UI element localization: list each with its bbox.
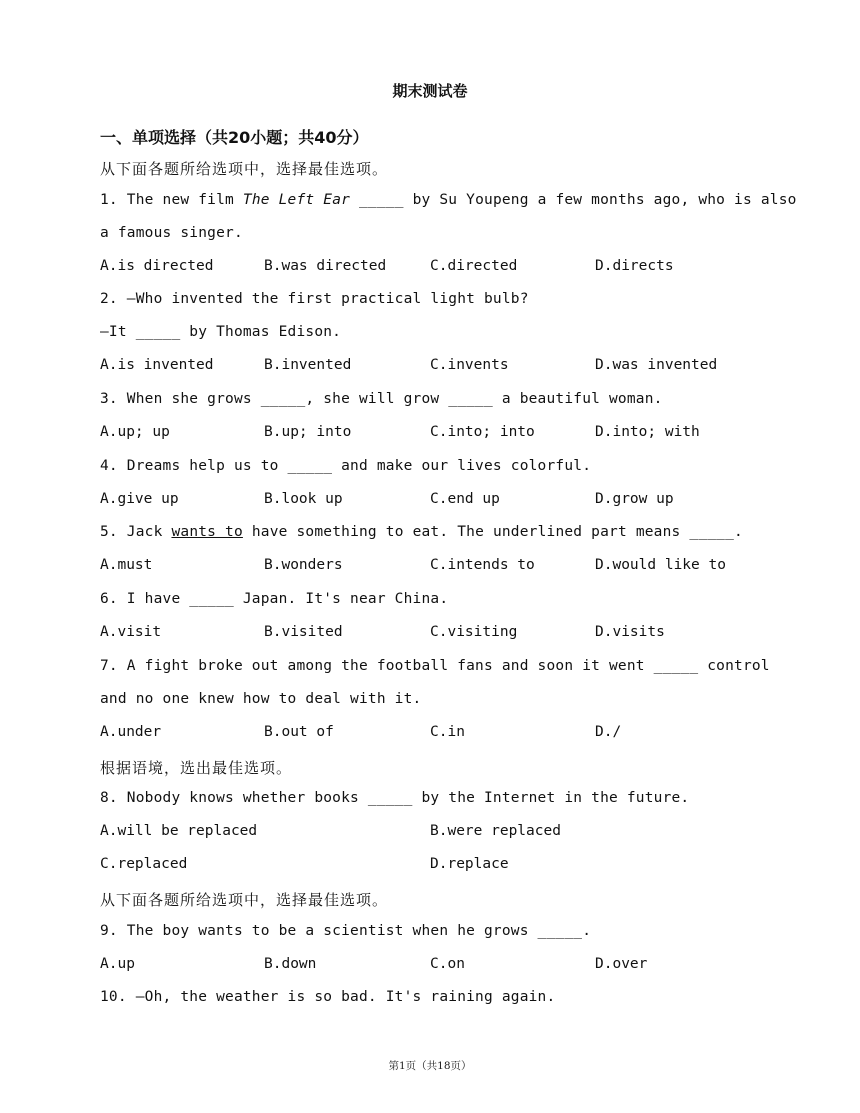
question-2-answer-line: —It _____ by Thomas Edison. bbox=[100, 324, 342, 340]
section-heading: 一、单项选择（共20小题；共40分） bbox=[100, 128, 369, 147]
question-2: 2. —Who invented the first practical light bulb? bbox=[100, 291, 529, 307]
option-b: B.visited bbox=[264, 624, 343, 640]
option-c: C.invents bbox=[430, 357, 509, 373]
page-title: 期末测试卷 bbox=[392, 82, 468, 100]
option-c: C.on bbox=[430, 956, 465, 972]
option-b: B.were replaced bbox=[430, 823, 561, 839]
option-b: B.look up bbox=[264, 491, 343, 507]
question-6: 6. I have _____ Japan. It's near China. bbox=[100, 591, 449, 607]
instruction-1: 从下面各题所给选项中，选择最佳选项。 bbox=[100, 160, 389, 178]
option-a: A.visit bbox=[100, 624, 162, 640]
option-a: A.must bbox=[100, 557, 153, 573]
option-c: C.end up bbox=[430, 491, 500, 507]
option-c: C.visiting bbox=[430, 624, 518, 640]
option-a: A.is invented bbox=[100, 357, 214, 373]
option-c: C.intends to bbox=[430, 557, 535, 573]
option-a: A.up bbox=[100, 956, 135, 972]
option-d: D.into; with bbox=[595, 424, 700, 440]
question-5: 5. Jack wants to have something to eat. The underlined part means _____. bbox=[100, 524, 743, 540]
question-7-continued: and no one knew how to deal with it. bbox=[100, 691, 422, 707]
option-c: C.directed bbox=[430, 258, 518, 274]
option-d: D.grow up bbox=[595, 491, 674, 507]
question-10: 10. —Oh, the weather is so bad. It's raining again. bbox=[100, 989, 556, 1005]
question-3: 3. When she grows _____, she will grow _____ a beautiful woman. bbox=[100, 391, 663, 407]
option-b: B.was directed bbox=[264, 258, 387, 274]
option-a: A.under bbox=[100, 724, 162, 740]
question-1: 1. The new film The Left Ear _____ by Su Youpeng a few months ago, who is also bbox=[100, 192, 797, 208]
option-a: A.give up bbox=[100, 491, 179, 507]
option-c: C.replaced bbox=[100, 856, 188, 872]
option-d: D.replace bbox=[430, 856, 509, 872]
option-d: D.would like to bbox=[595, 557, 726, 573]
question-7: 7. A fight broke out among the football fans and soon it went _____ control bbox=[100, 658, 770, 674]
option-b: B.invented bbox=[264, 357, 352, 373]
option-d: D.visits bbox=[595, 624, 665, 640]
option-d: D.directs bbox=[595, 258, 674, 274]
question-8: 8. Nobody knows whether books _____ by the Internet in the future. bbox=[100, 790, 690, 806]
option-b: B.down bbox=[264, 956, 317, 972]
option-c: C.into; into bbox=[430, 424, 535, 440]
page-footer: 第1页（共18页） bbox=[388, 1060, 472, 1072]
option-d: D.was invented bbox=[595, 357, 718, 373]
question-1-continued: a famous singer. bbox=[100, 225, 243, 241]
underlined-phrase: wants to bbox=[171, 524, 243, 540]
instruction-3: 从下面各题所给选项中，选择最佳选项。 bbox=[100, 891, 389, 909]
option-a: A.is directed bbox=[100, 258, 214, 274]
option-b: B.out of bbox=[264, 724, 334, 740]
option-c: C.in bbox=[430, 724, 465, 740]
option-b: B.up; into bbox=[264, 424, 352, 440]
option-a: A.up; up bbox=[100, 424, 170, 440]
option-a: A.will be replaced bbox=[100, 823, 258, 839]
question-9: 9. The boy wants to be a scientist when he grows _____. bbox=[100, 923, 592, 939]
instruction-2: 根据语境，选出最佳选项。 bbox=[100, 759, 293, 777]
option-d: D.over bbox=[595, 956, 648, 972]
film-title: The Left Ear bbox=[242, 192, 351, 208]
question-4: 4. Dreams help us to _____ and make our lives colorful. bbox=[100, 458, 592, 474]
option-b: B.wonders bbox=[264, 557, 343, 573]
option-d: D./ bbox=[595, 724, 622, 740]
